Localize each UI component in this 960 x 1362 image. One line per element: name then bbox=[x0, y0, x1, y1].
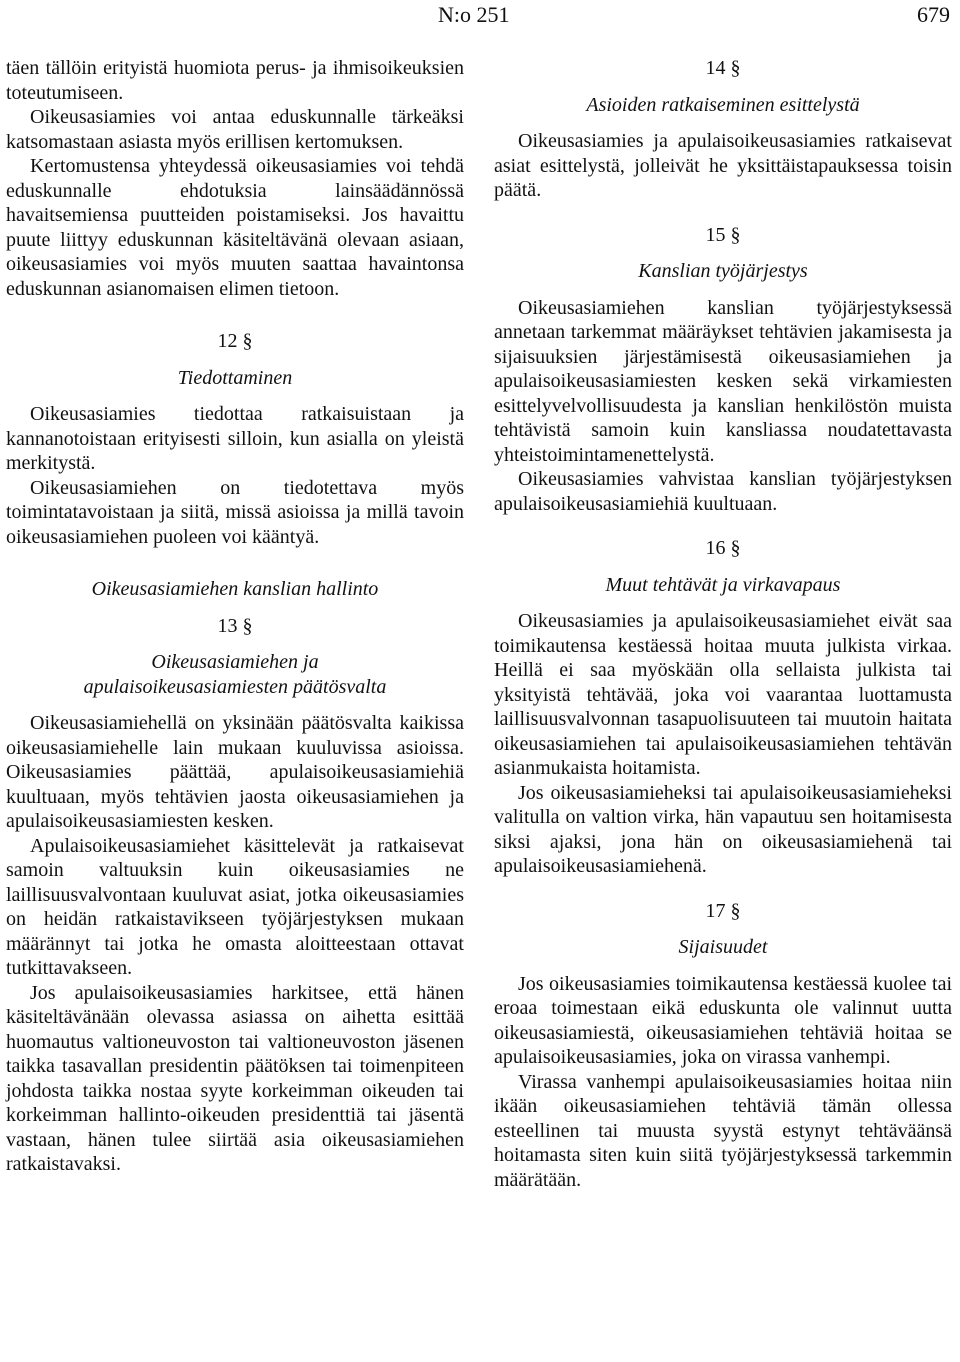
paragraph: Oikeusasiamiehen on tiedotettava myös toimintatavoistaan ja siitä, missä asioissa ja millä tavoin oikeusasiamiehen puoleen voi kääntyä. bbox=[6, 476, 464, 548]
paragraph: Kertomustensa yhteydessä oikeusasiamies voi tehdä eduskunnalle ehdotuksia lainsäädännössä havaitsemiensa puutteiden poistamiseksi. Jos havaittu puute liittyy eduskunnan käsiteltävänä olevaan asiaan, oikeusasiamies voi myös muuten saattaa havaintonsa eduskunnan asianomaisen elimen tietoon. bbox=[6, 155, 464, 300]
page-number: 679 bbox=[917, 2, 950, 27]
paragraph: Oikeusasiamies vahvistaa kanslian työjärjestyksen apulaisoikeusasiamiehiä kuultuaan. bbox=[494, 468, 952, 515]
paragraph: Jos oikeusasiamieheksi tai apulaisoikeusasiamieheksi valitulla on valtion virka, hän vapautuu sen hoitamisesta siksi ajaksi, jona hän on oikeusasiamiehenä tai apulaisoikeusasiamiehenä. bbox=[494, 781, 952, 877]
paragraph: Oikeusasiamies ja apulaisoikeusasiamiehet eivät saa toimikautensa kestäessä hoitaa muuta julkista virkaa. Heillä ei saa myöskään olla sellaista julkista tai yksityistä tehtävää, joka voi vaarantaa luottamusta laillisuusvalvonnan tasapuolisuuteen tai muutoin haitata oikeusasiamiehen tai apulaisoikeusasiamiehen tehtävän asianmukaista hoitamista. bbox=[494, 610, 952, 779]
paragraph: Oikeusasiamiehen kanslian työjärjestyksessä annetaan tarkemmat määräykset tehtävien jakamisesta ja sijaisuuksien järjestämisestä oikeusasiamiehen ja apulaisoikeusasiamiesten kesken sekä virkamiesten esittelyvelvollisuudesta ja kanslian henkilöstön muista tehtävistä samoin kuin kansliassa noudatettavasta yhteistoimintamenettelystä. bbox=[494, 296, 952, 466]
section-title: Muut tehtävät ja virkavapaus bbox=[605, 573, 841, 596]
paragraph: Apulaisoikeusasiamiehet käsittelevät ja ratkaisevat samoin valtuuksin kuin oikeusasiamies ne laillisuusvalvontaan kuuluvat asiat, jotka oikeusasiamies on heidän ratkaistavikseen työjärjestyksen mukaan määrännyt tai jotka he omasta aloitteestaan ottavat tutkittavakseen. bbox=[6, 834, 464, 979]
paragraph: Oikeusasiamies tiedottaa ratkaisuistaan ja kannanotoistaan erityisesti silloin, kun asialla on yleistä merkitystä. bbox=[6, 403, 464, 474]
issue-number: N:o 251 bbox=[438, 2, 510, 27]
section-title: Tiedottaminen bbox=[177, 366, 293, 389]
paragraph: Jos apulaisoikeusasiamies harkitsee, että hänen käsiteltävänään olevassa asiassa on aihetta esittää huomautus valtioneuvoston tai valtioneuvoston jäsenen taikka tasavallan presidentin päätöksen tai toimenpiteen johdosta taikka nostaa syyte korkeimman oikeuden tai korkeimman hallinto-oikeuden presidenttiä tai jäsentä vastaan, hänen tulee siirtää asia oikeusasiamiehen ratkaistavaksi. bbox=[6, 981, 464, 1175]
section-number: 12 § bbox=[217, 330, 253, 352]
section-number: 17 § bbox=[705, 899, 741, 922]
paragraph: Jos oikeusasiamies toimikautensa kestäessä kuolee tai eroaa toimestaan eikä eduskunta ole valinnut uutta oikeusasiamiestä, oikeusasiamiehen tehtäviä hoitaa se apulaisoikeusasiamies, joka on virassa vanhempi. bbox=[494, 972, 952, 1068]
chapter-title: Oikeusasiamiehen kanslian hallinto bbox=[91, 578, 379, 600]
left-column bbox=[6, 56, 464, 1177]
right-column bbox=[494, 56, 952, 1192]
paragraph: Oikeusasiamies ja apulaisoikeusasiamies ratkaisevat asiat esittelystä, jolleivät he yksittäistapauksessa toisin päätä. bbox=[494, 130, 952, 201]
section-number: 13 § bbox=[217, 614, 253, 637]
section-title: Asioiden ratkaiseminen esittelystä bbox=[586, 93, 860, 116]
section-number: 16 § bbox=[705, 537, 741, 559]
section-number: 14 § bbox=[705, 57, 741, 79]
paragraph: Oikeusasiamies voi antaa eduskunnalle tärkeäksi katsomastaan asiasta myös erillisen kertomuksen. bbox=[6, 106, 464, 153]
paragraph: Oikeusasiamiehellä on yksinään päätösvalta kaikissa oikeusasiamiehelle lain mukaan kuuluvissa asioissa. Oikeusasiamies päättää, apulaisoikeusasiamiehiä kuultuaan, myös tehtävien jaosta oikeusasiamiehen ja apulaisoikeusasiamiesten kesken. bbox=[6, 712, 464, 832]
section-title: Kanslian työjärjestys bbox=[638, 260, 808, 282]
section-number: 15 § bbox=[705, 223, 741, 246]
section-title: Oikeusasiamiehen ja apulaisoikeusasiamiesten päätösvalta bbox=[83, 651, 387, 698]
paragraph: Virassa vanhempi apulaisoikeusasiamies hoitaa niin ikään oikeusasiamiehen tehtäviä tämän ollessa esteellinen tai muusta syystä estynyt tehtäväänsä hoitamasta siten kuin siitä työjärjestyksessä tarkemmin määrätään. bbox=[494, 1070, 952, 1191]
paragraph: täen tällöin erityistä huomiota perus- ja ihmisoikeuksien toteutumiseen. bbox=[6, 57, 464, 104]
section-title: Sijaisuudet bbox=[678, 936, 768, 958]
